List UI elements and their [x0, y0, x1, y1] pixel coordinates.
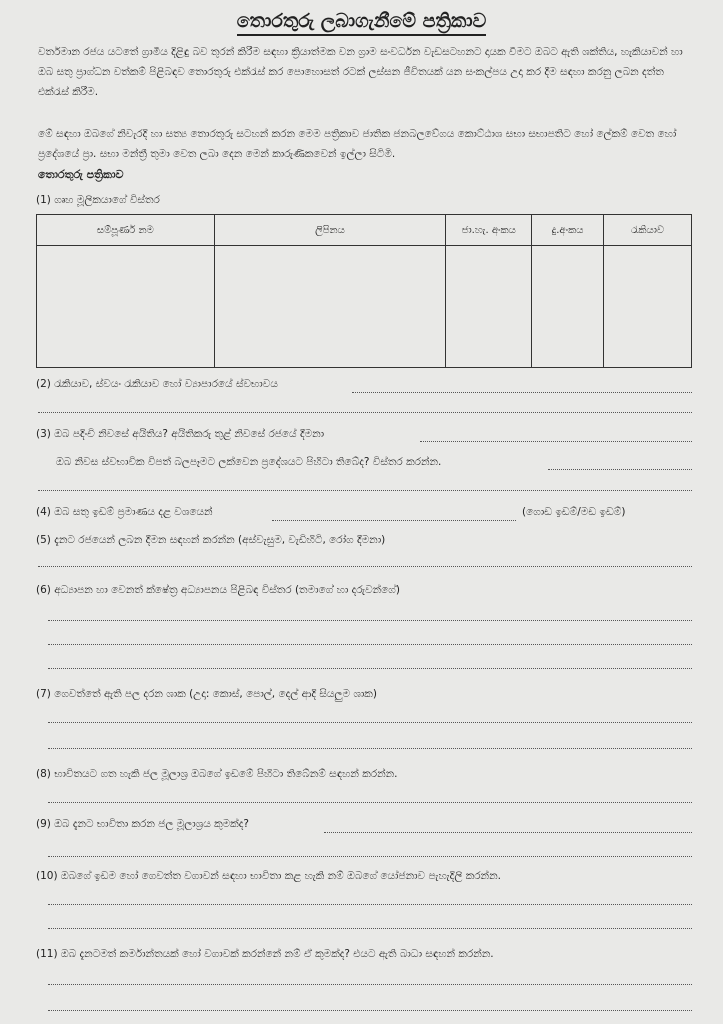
answer-line-11b[interactable] — [48, 1010, 692, 1011]
header-phone: දු.අංකය — [532, 215, 604, 246]
cell-occupation[interactable] — [604, 246, 692, 368]
cell-full-name[interactable] — [37, 246, 215, 368]
section-heading: තොරතුරු පත්‍රිකාව — [38, 168, 124, 181]
answer-line-9a[interactable] — [324, 832, 692, 833]
household-head-table — [36, 214, 692, 368]
header-address: ලිපිනය — [214, 215, 446, 246]
question-11: (11) ඔබ දැනටමත් කර්මාන්තයක් හෝ වගාවක් කරන්නේ නම් ඒ කුමක්ද? එයට ඇති බාධා සඳහන් කරන්න. — [36, 948, 494, 960]
header-full-name: සම්පූර්ණ නම — [37, 215, 215, 246]
question-9: (9) ඔබ දැනට භාවිතා කරන ජල මූලාශ්‍රය කුමක්ද? — [36, 818, 249, 830]
header-occupation: රැකියාව — [604, 215, 692, 246]
question-6: (6) අධ්‍යාපන හා වෙනත් ක්ෂේත්‍ර අධ්‍යාපනය පිළිබඳ විස්තර (තමාගේ හා දරුවන්ගේ) — [36, 584, 400, 596]
question-4-suffix: (ගොඩ ඉඩම්/මඩ ඉඩම්) — [522, 506, 626, 518]
intro-paragraph-2: මේ සඳහා ඔබගේ නිවැරදි හා සත්‍ය තොරතුරු සටහන් කරන මෙම පත්‍රිකාව ජාතික ජනබලවේගය කොට්ඨාශ සභා සභාපතිට හෝ ලේකම් වෙත හෝ ප්‍රදේශයේ ප්‍රා. සභා මන්ත්‍රී තුමා වෙත ලබා දෙන මෙන් කාරුණිකවෙන් ඉල්ලා සිටිමි. — [38, 128, 677, 160]
answer-line-9b[interactable] — [48, 856, 692, 857]
page-title — [0, 10, 723, 32]
question-5: (5) දැනට රජයෙන් ලබන දීමන සඳහන් කරන්න (අස්වැසුම, වැඩිහිටි, රෝග දීමනා) — [36, 534, 386, 546]
answer-line-2a[interactable] — [352, 392, 692, 393]
question-7: (7) ගෙවත්තේ ඇති පල දරන ශාක (උදා: කොස්, පොල්, දෙල් ආදි සියලුම ශාක) — [36, 688, 377, 700]
intro-paragraph-1: වර්තමාන රජය යටතේ ග්‍රාමීය දිළිඳු බව තුරන් කිරීම සඳහා ක්‍රියාත්මක වන ග්‍රාම සංවර්ධන වැඩසටහනට දායක වීමට ඔබට ඇති ශක්තිය, හැකියාවන් හා ඔබ සතු ප්‍රාග්ධන වත්කම් පිළිබඳව තොරතුරු එක්රැස් කර පොහොසත් රටක් ලස්සන ජීවිතයක් යන සංකල්පය උදා කර දීම සඳහා කරනු ලබන දත්ත එක්රැස් කිරීම. — [38, 46, 683, 98]
answer-line-10b[interactable] — [48, 928, 692, 929]
question-2: (2) රැකියාව, ස්වයං රැකියාව හෝ ව්‍යාපාරයේ ස්වභාවය — [36, 378, 278, 390]
question-3a: (3) ඔබ පදිංචි නිවසේ අයිතිය? අයිතිකරු තුළ් නිවසේ රජයේ දීමනා — [36, 428, 325, 440]
cell-nic[interactable] — [446, 246, 532, 368]
answer-line-7b[interactable] — [48, 748, 692, 749]
answer-line-6c[interactable] — [48, 668, 692, 669]
cell-address[interactable] — [214, 246, 446, 368]
answer-line-6a[interactable] — [48, 620, 692, 621]
question-3b: ඔබ නිවස ස්වභාවික විපත් බලපෑමට ලක්වෙන ප්‍රදේශයට පිහිටා තිබේද? විස්තර කරන්න. — [56, 456, 442, 468]
cell-phone[interactable] — [532, 246, 604, 368]
answer-line-3a[interactable] — [420, 441, 692, 442]
title-text: තොරතුරු ලබාගැනීමේ පත්‍රිකාව — [237, 10, 487, 36]
answer-line-11a[interactable] — [48, 984, 692, 985]
header-nic: ජා.හැ. අංකය — [446, 215, 532, 246]
question-8: (8) භාවිතයට ගත හැකි ජල මූලාශ්‍ර ඔබගේ ඉඩමේ පිහිටා තිබේනම් සඳහන් කරන්න. — [36, 768, 398, 780]
answer-line-10a[interactable] — [48, 904, 692, 905]
answer-line-4[interactable] — [272, 520, 516, 521]
answer-line-3b[interactable] — [548, 469, 692, 470]
question-4: (4) ඔබ සතු ඉඩම් ප්‍රමාණය දළ වශයෙන් — [36, 506, 213, 518]
answer-line-8[interactable] — [48, 802, 692, 803]
answer-line-7a[interactable] — [48, 722, 692, 723]
answer-line-2b[interactable] — [38, 412, 692, 413]
question-10: (10) ඔබගේ ඉඩම හෝ ගෙවත්ත වගාවන් සඳහා භාවිතා කළ හැකි නම් ඔබගේ යෝජනාව පැහැදිලි කරන්න. — [36, 870, 501, 882]
answer-line-6b[interactable] — [48, 644, 692, 645]
answer-line-5[interactable] — [38, 566, 692, 567]
answer-line-3c[interactable] — [38, 490, 692, 491]
question-1: (1) ගෘහ මූලිකයාගේ විස්තර — [36, 194, 160, 206]
